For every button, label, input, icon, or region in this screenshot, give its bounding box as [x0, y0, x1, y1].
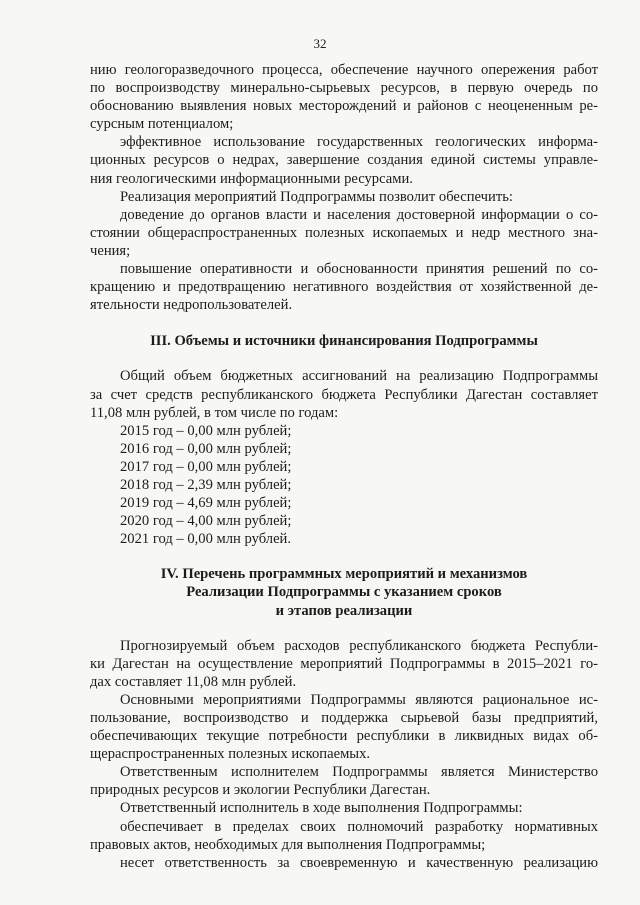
- text-line: за счет средств республиканского бюджета Республики Дагестан составляет: [90, 386, 598, 403]
- text-line: чения;: [90, 242, 131, 259]
- text-line: стоянии общераспространенных полезных ископаемых и недр местного зна-: [90, 224, 598, 241]
- text-line: обеспечивающих текущие потребности республики в ликвидных видах об-: [90, 728, 598, 745]
- text-line: правовых актов, необходимых для выполнения Подпрограммы;: [90, 836, 486, 853]
- budget-year-item: 2017 год – 0,00 млн рублей;: [120, 458, 292, 475]
- section-heading-4: [90, 565, 598, 619]
- budget-year-item: 2018 год – 2,39 млн рублей;: [120, 476, 292, 493]
- text-line: обеспечивает в пределах своих полномочий разработку нормативных: [120, 818, 598, 835]
- text-line: Общий объем бюджетных ассигнований на реализацию Подпрограммы: [120, 368, 598, 385]
- text-line: обоснованию выявления новых месторождений и районов с неоцененным ре-: [90, 98, 598, 115]
- text-line: сурсным потенциалом;: [90, 116, 234, 133]
- heading-line: Реализации Подпрограммы с указанием сроков: [186, 584, 502, 601]
- text-line: кращению и предотвращению негативного воздействия от хозяйственной де-: [90, 279, 598, 296]
- budget-year-item: 2016 год – 0,00 млн рублей;: [120, 440, 292, 457]
- page-number: 32: [313, 36, 327, 51]
- budget-year-item: 2020 год – 4,00 млн рублей;: [120, 513, 292, 530]
- text-line: 11,08 млн рублей, в том числе по годам:: [90, 404, 339, 421]
- document-body: [90, 61, 598, 872]
- text-line: нию геологоразведочного процесса, обеспечение научного опережения работ: [90, 62, 598, 78]
- text-line: несет ответственность за своевременную и качественную реализацию: [120, 854, 598, 871]
- text-line: ния геологическими информационными ресурсами.: [90, 170, 413, 187]
- text-line: ятельности недропользователей.: [90, 297, 293, 314]
- text-line: Реализация мероприятий Подпрограммы позволит обеспечить:: [120, 188, 513, 205]
- text-line: ционных ресурсов о недрах, завершение создания единой системы управле-: [90, 152, 598, 169]
- text-line: Основными мероприятиями Подпрограммы являются рациональное ис-: [120, 691, 598, 708]
- text-line: Ответственным исполнителем Подпрограммы является Министерство: [120, 764, 598, 781]
- text-line: Прогнозируемый объем расходов республиканского бюджета Республи-: [120, 637, 598, 654]
- budget-year-item: 2021 год – 0,00 млн рублей.: [120, 531, 292, 548]
- text-line: эффективное использование государственных геологических информа-: [120, 134, 598, 151]
- text-line: дах составляет 11,08 млн рублей.: [90, 673, 297, 690]
- section-heading-3: III. Объемы и источники финансирования Подпрограммы: [150, 333, 538, 350]
- heading-line: IV. Перечень программных мероприятий и механизмов: [160, 566, 528, 583]
- text-line: повышение оперативности и обоснованности принятия решений по со-: [120, 261, 598, 278]
- heading-line: и этапов реализации: [275, 602, 413, 619]
- text-line: пользование, воспроизводство и поддержка сырьевой базы предприятий,: [90, 710, 598, 726]
- budget-year-item: 2015 год – 0,00 млн рублей;: [120, 422, 292, 439]
- text-line: щераспространенных полезных ископаемых.: [90, 746, 371, 763]
- text-line: по воспроизводству минерально-сырьевых ресурсов, в первую очередь по: [90, 80, 598, 97]
- budget-year-item: 2019 год – 4,69 млн рублей;: [120, 495, 292, 512]
- text-line: ки Дагестан на осуществление мероприятий Подпрограммы в 2015–2021 го-: [90, 655, 598, 672]
- text-line: природных ресурсов и экологии Республики Дагестан.: [90, 782, 431, 799]
- text-line: Ответственный исполнитель в ходе выполнения Подпрограммы:: [120, 800, 523, 817]
- text-line: доведение до органов власти и населения достоверной информации о со-: [120, 206, 598, 223]
